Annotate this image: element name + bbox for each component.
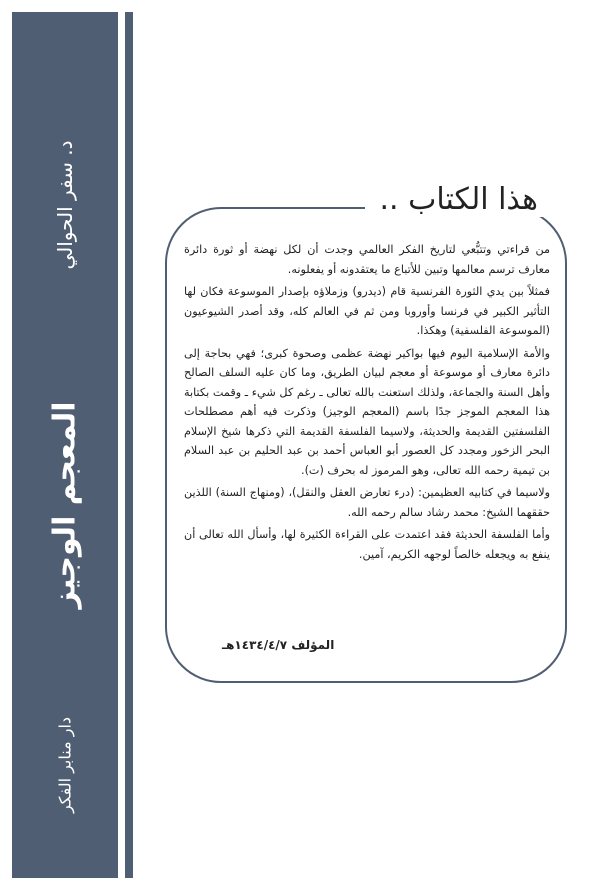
book-title: المعجم الوجيز (47, 401, 83, 609)
paragraph: فمثلاً بين يدي الثورة الفرنسية قام (ديدرو) وزملاؤه بإصدار الموسوعة فكان لها التأثير الكبير في فرنسا وأوروبا ومن ثم في العالم كله، وقد أصدر الشيوعيون (الموسوعة الفلسفية) وهكذا. (184, 285, 550, 337)
spine-accent-bar (125, 12, 133, 878)
paragraph: من قراءتي وتتبُّعي لتاريخ الفكر العالمي وجدت أن لكل نهضة أو ثورة دائرة معارف ترسم معالمها وتبين للأتباع ما يعتقدونه أو يفعلونه. (184, 243, 550, 276)
blurb-body (184, 240, 550, 567)
section-heading: هذا الكتاب .. (365, 182, 552, 217)
paragraph: وأما الفلسفة الحديثة فقد اعتمدت على القراءة الكثيرة لها، وأسأل الله تعالى أن ينفع به ويجعله خالصاً لوجهه الكريم، آمين. (184, 528, 550, 561)
author-signature: المؤلف ١٤٣٤/٤/٧هـ (222, 638, 335, 652)
paragraph: والأمة الإسلامية اليوم فيها بواكير نهضة عظمى وصحوة كبرى؛ فهي بحاجة إلى دائرة معارف أو موسوعة أو معجم لبيان الطريق، وما كان عليه السلف الصالح وأهل السنة والجماعة، ولذلك استعنت بالله تعالى ـ رغم كل شيء ـ وقمت بكتابة هذا المعجم الموجز جدًا باسم (المعجم الوجيز) وذكرت فيه أهم مصطلحات الفلسفتين القديمة والحديثة، ولاسيما الفلسفة القديمة التي ذكرها شيخ الإسلام البحر الزخور ومجدد كل العصور أبو العباس أحمد بن عبد الحليم بن عبد السلام بن تيمية رحمه الله تعالى، وهو المرموز له بحرف (ت). (184, 346, 550, 477)
publisher-name: دار منابر الفكر (55, 716, 75, 814)
author-name: د. سفر الحوالي (53, 140, 77, 270)
paragraph: ولاسيما في كتابيه العظيمين: (درء تعارض العقل والنقل)، (ومنهاج السنة) اللذين حققهما الشيخ: محمد رشاد سالم رحمه الله. (184, 486, 550, 519)
